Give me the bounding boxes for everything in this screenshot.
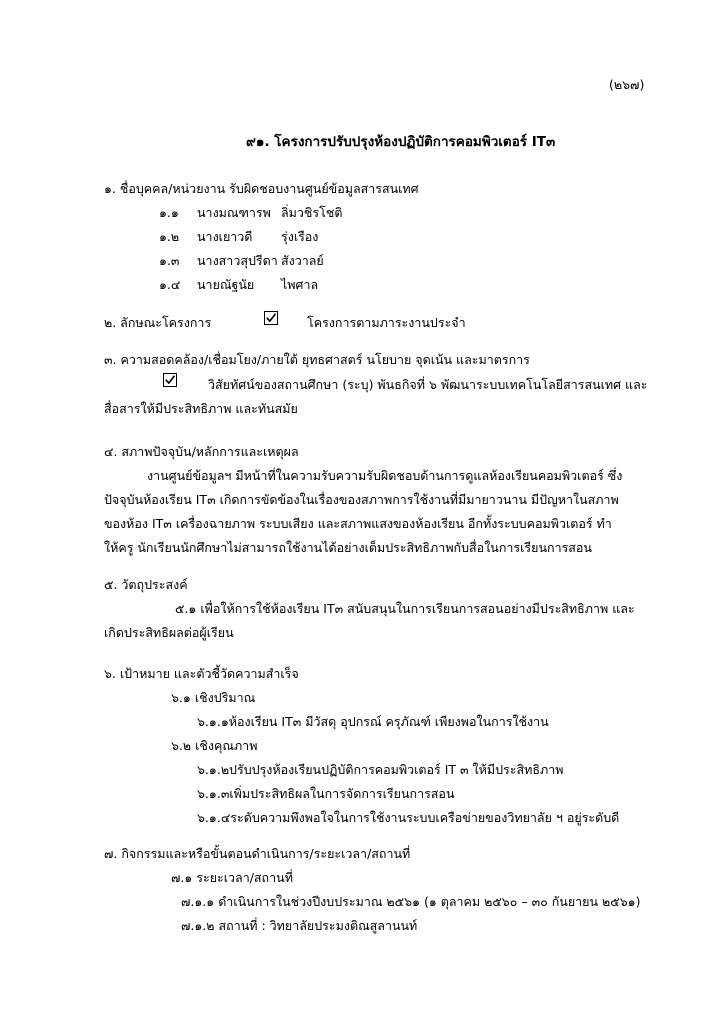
vision-text-line-2: สื่อสารให้มีประสิทธิภาพ และทันสมัย <box>104 401 298 416</box>
project-type-checkbox[interactable] <box>264 311 278 325</box>
person-surname: รุ่งเรือง <box>281 229 319 244</box>
person-number: ๑.๒ <box>159 229 180 244</box>
objective-line-2: เกิดประสิทธิผลต่อผู้เรียน <box>104 625 234 640</box>
section-4-heading: ๔. สภาพปัจจุบัน/หลักการและเหตุผล <box>104 444 299 459</box>
document-title: ๙๑. โครงการปรับปรุงห้องปฏิบัติการคอมพิวเตอร์ IT๓ <box>246 134 556 150</box>
quality-subheading: ๖.๒ เชิงคุณภาพ <box>171 738 258 753</box>
section-2-heading: ๒. ลักษณะโครงการ <box>104 315 212 330</box>
page-number: (๒๖๗) <box>609 77 645 92</box>
section-7-heading: ๗. กิจกรรมและหรือขั้นตอนดำเนินการ/ระยะเวลา/สถานที่ <box>104 846 411 861</box>
quantity-item-1: ๖.๑.๑ห้องเรียน IT๓ มีวัสดุ อุปกรณ์ ครุภัณฑ์ เพียงพอในการใช้งาน <box>197 714 549 729</box>
person-number: ๑.๑ <box>159 205 179 220</box>
vision-checkbox[interactable] <box>163 373 177 387</box>
person-number: ๑.๔ <box>159 277 181 292</box>
project-type-label: โครงการตามภาระงานประจำ <box>307 315 466 330</box>
objective-line-1: ๕.๑ เพื่อให้การใช้ห้องเรียน IT๓ สนับสนุนในการเรียนการสอนอย่างมีประสิทธิภาพ และ <box>175 601 635 616</box>
rationale-line-4: ให้ครู นักเรียนนักศึกษาไม่สามารถใช้งานได้อย่างเต็มประสิทธิภาพกับสื่อในการเรียนการสอน <box>104 540 592 555</box>
section-5-heading: ๕. วัตถุประสงค์ <box>104 577 188 592</box>
person-name: นางมณฑารพ <box>197 205 271 220</box>
section-1-heading: ๑. ชื่อบุคคล/หน่วยงาน รับผิดชอบงานศูนย์ข้อมูลสารสนเทศ <box>104 181 419 196</box>
checkmark-icon <box>265 312 277 324</box>
person-surname: สังวาลย์ <box>281 253 324 268</box>
rationale-line-2: ปัจจุบันห้องเรียน IT๓ เกิดการขัดข้องในเรื่องของสภาพการใช้งานที่มีมายาวนาน มีปัญหาในสภาพ <box>104 492 619 507</box>
person-name: นายณัฐนัย <box>197 277 255 292</box>
quality-item-1: ๖.๑.๒ปรับปรุงห้องเรียนปฏิบัติการคอมพิวเตอร์ IT ๓ ให้มีประสิทธิภาพ <box>197 762 564 777</box>
person-surname: ไพศาล <box>281 277 319 292</box>
checkmark-icon <box>164 374 176 386</box>
rationale-line-1: งานศูนย์ข้อมูลฯ มีหน้าที่ในความรับความรับผิดชอบด้านการดูแลห้องเรียนคอมพิวเตอร์ ซึ่ง <box>147 468 623 483</box>
quality-item-3: ๖.๑.๔ระดับความพึงพอใจในการใช้งานระบบเครือข่ายของวิทยาลัย ฯ อยู่ระดับดี <box>197 810 620 825</box>
rationale-line-3: ของห้อง IT๓ เครื่องฉายภาพ ระบบเสียง และสภาพแสงของห้องเรียน อีกทั้งระบบคอมพิวเตอร์ ทำ <box>104 516 612 531</box>
section-6-heading: ๖. เป้าหมาย และตัวชี้วัดความสำเร็จ <box>104 666 299 681</box>
timeline-subheading: ๗.๑ ระยะเวลา/สถานที่ <box>171 870 293 885</box>
person-name: นางสาวสุปรีดา <box>197 253 278 268</box>
person-name: นางเยาวดี <box>197 229 253 244</box>
quantity-subheading: ๖.๑ เชิงปริมาณ <box>171 690 256 705</box>
vision-text-line-1: วิสัยทัศน์ของสถานศึกษา (ระบุ) พันธกิจที่ ๖ พัฒนาระบบเทคโนโลยีสารสนเทศ และ <box>208 377 648 392</box>
section-3-heading: ๓. ความสอดคล้อง/เชื่อมโยง/ภายใต้ ยุทธศาสตร์ นโยบาย จุดเน้น และมาตรการ <box>104 352 530 367</box>
timeline-item-1: ๗.๑.๑ ดำเนินการในช่วงปีงบประมาณ ๒๕๖๑ (๑ ตุลาคม ๒๕๖๐ – ๓๐ กันยายน ๒๕๖๑) <box>181 894 641 909</box>
person-surname: ลิ่มวชิรโชติ <box>281 205 343 220</box>
quality-item-2: ๖.๑.๓เพิ่มประสิทธิผลในการจัดการเรียนการสอน <box>197 786 455 801</box>
timeline-item-2: ๗.๑.๒ สถานที่ : วิทยาลัยประมงติณสูลานนท์ <box>181 918 418 933</box>
person-number: ๑.๓ <box>159 253 180 268</box>
